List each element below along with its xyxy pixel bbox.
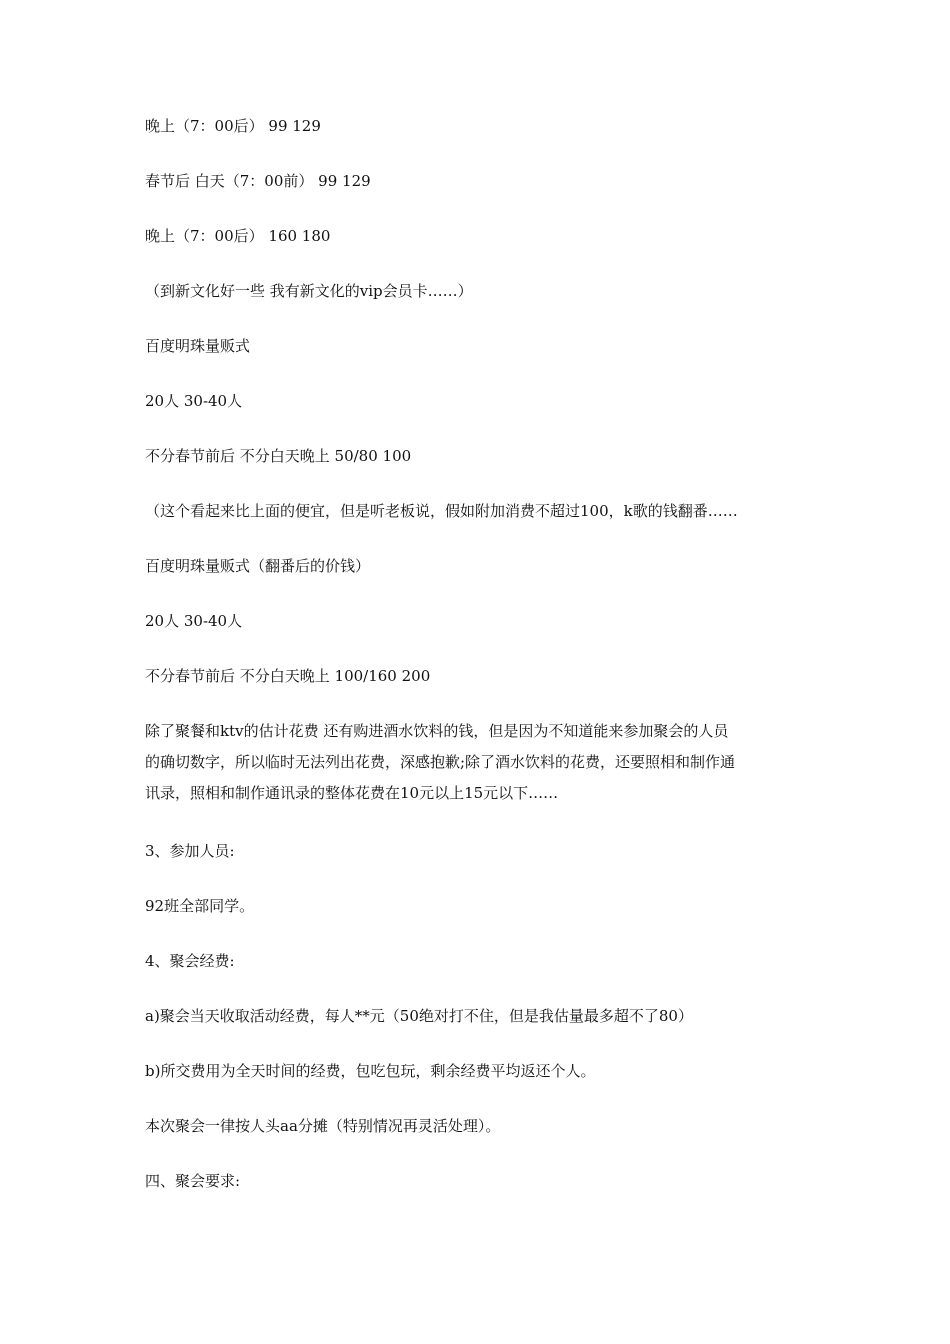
flat-price-line: 不分春节前后 不分白天晚上 50/80 100: [145, 447, 412, 465]
ktv-venue-doubled-title: 百度明珠量贩式（翻番后的价钱）: [145, 557, 371, 575]
after-festival-day-price-line: 春节后 白天（7：00前） 99 129: [145, 172, 371, 190]
evening-price-line: 晚上（7：00后） 99 129: [145, 117, 321, 135]
cost-sharing-note: 本次聚会一律按人头aa分摊（特别情况再灵活处理）。: [145, 1117, 501, 1135]
price-remark-line: （这个看起来比上面的便宜，但是听老板说，假如附加消费不超过100，k歌的钱翻番……: [145, 502, 738, 520]
section-requirements-heading: 四、聚会要求:: [145, 1172, 241, 1190]
cost-estimate-line-2: 的确切数字，所以临时无法列出花费，深感抱歉;除了酒水饮料的花费，还要照相和制作通: [145, 753, 736, 771]
cost-estimate-paragraph: [145, 716, 813, 809]
cost-estimate-line-3: 讯录，照相和制作通讯录的整体花费在10元以上15元以下……: [145, 784, 559, 802]
cost-estimate-line-1: 除了聚餐和ktv的估计花费 还有购进酒水饮料的钱，但是因为不知道能来参加聚会的人员: [145, 722, 729, 740]
room-size-line: 20人 30-40人: [145, 392, 243, 410]
after-festival-evening-price-line: 晚上（7：00后） 160 180: [145, 227, 331, 245]
ktv-venue-title: 百度明珠量贩式: [145, 337, 251, 355]
section-participants-title: 3、参加人员:: [145, 842, 235, 860]
doubled-price-line: 不分春节前后 不分白天晚上 100/160 200: [145, 667, 431, 685]
room-size-line-2: 20人 30-40人: [145, 612, 243, 630]
budget-item-b: b)所交费用为全天时间的经费，包吃包玩，剩余经费平均返还个人。: [145, 1062, 596, 1080]
vip-note-line: （到新文化好一些 我有新文化的vip会员卡……）: [145, 282, 473, 300]
section-budget-title: 4、聚会经费:: [145, 952, 235, 970]
section-participants-body: 92班全部同学。: [145, 897, 255, 915]
budget-item-a: a)聚会当天收取活动经费，每人**元（50绝对打不住，但是我估量最多超不了80）: [145, 1007, 693, 1025]
